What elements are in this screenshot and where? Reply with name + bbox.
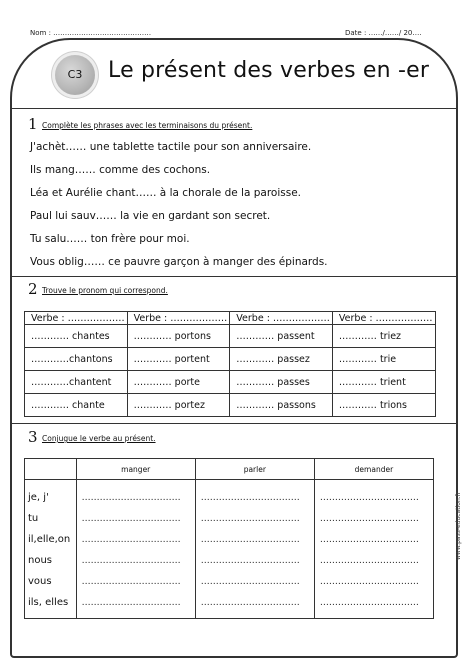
answer-blank: …………………………… <box>195 571 314 592</box>
verb-manger-header: manger <box>76 459 195 480</box>
section-2-number: 2 <box>28 280 38 298</box>
answer-blank: …………………………… <box>314 571 433 592</box>
answer-blank: …………………………… <box>195 550 314 571</box>
answer-blank: …………………………… <box>76 592 195 619</box>
table-row <box>25 508 434 529</box>
table-cell: ………… trie <box>332 348 435 371</box>
table-cell: ………… portent <box>127 348 230 371</box>
level-badge <box>55 55 95 95</box>
verb-demander-header: demander <box>314 459 433 480</box>
answer-blank: …………………………… <box>76 571 195 592</box>
answer-blank: …………………………… <box>76 508 195 529</box>
table-cell: ………… portez <box>127 394 230 417</box>
table-cell: ………… portons <box>127 325 230 348</box>
answer-blank: …………………………… <box>76 550 195 571</box>
table-row <box>25 371 436 394</box>
table-row <box>25 529 434 550</box>
table-row <box>25 480 434 509</box>
table-cell: ………… triez <box>332 325 435 348</box>
section-2-divider <box>12 423 456 424</box>
table-row <box>25 550 434 571</box>
answer-blank: …………………………… <box>314 550 433 571</box>
title-divider <box>12 108 456 109</box>
section-3-instruction: Conjugue le verbe au présent. <box>42 434 156 443</box>
conjugation-table-header <box>25 459 434 480</box>
table-cell: ………… chantes <box>25 325 128 348</box>
date-field-label: Date : ……/……/ 20…. <box>345 29 422 37</box>
pronoun-table-header <box>25 312 436 325</box>
table-cell: ………… trions <box>332 394 435 417</box>
table-row <box>25 325 436 348</box>
sentence-2: Ils mang…… comme des cochons. <box>30 164 211 176</box>
answer-blank: …………………………… <box>195 508 314 529</box>
table-row <box>25 348 436 371</box>
pronoun-cell: tu <box>25 508 77 529</box>
pronoun-cell: il,elle,on <box>25 529 77 550</box>
answer-blank: …………………………… <box>76 480 195 509</box>
page-title: Le présent des verbes en -er <box>108 58 430 83</box>
pronoun-cell: nous <box>25 550 77 571</box>
sentence-1: J'achèt…… une tablette tactile pour son anniversaire. <box>30 141 312 153</box>
answer-blank: …………………………… <box>314 480 433 509</box>
website-credit: www.pass-education.fr <box>455 491 462 560</box>
answer-blank: …………………………… <box>314 529 433 550</box>
name-field-label: Nom : …………………………………… <box>30 29 152 37</box>
answer-blank: …………………………… <box>76 529 195 550</box>
table-cell: …………chantons <box>25 348 128 371</box>
pronoun-table <box>24 311 436 417</box>
sentence-3: Léa et Aurélie chant…… à la chorale de la paroisse. <box>30 187 301 199</box>
conjugation-table <box>24 458 434 619</box>
verb-header-1: Verbe : ……………… <box>25 312 128 325</box>
answer-blank: …………………………… <box>195 529 314 550</box>
pronoun-cell: ils, elles <box>25 592 77 619</box>
section-3-number: 3 <box>28 428 38 446</box>
table-cell: ………… porte <box>127 371 230 394</box>
table-cell: ………… chante <box>25 394 128 417</box>
answer-blank: …………………………… <box>195 592 314 619</box>
table-cell: ………… passent <box>230 325 333 348</box>
pronoun-cell: vous <box>25 571 77 592</box>
sentence-5: Tu salu…… ton frère pour moi. <box>30 233 190 245</box>
verb-header-2: Verbe : ……………… <box>127 312 230 325</box>
table-cell: ………… passes <box>230 371 333 394</box>
sentence-6: Vous oblig…… ce pauvre garçon à manger des épinards. <box>30 256 328 268</box>
section-1-divider <box>12 276 456 277</box>
section-1-number: 1 <box>28 115 38 133</box>
table-row <box>25 592 434 619</box>
verb-header-4: Verbe : ……………… <box>332 312 435 325</box>
answer-blank: …………………………… <box>195 480 314 509</box>
sentence-4: Paul lui sauv…… la vie en gardant son secret. <box>30 210 271 222</box>
table-cell: ………… passez <box>230 348 333 371</box>
table-row <box>25 394 436 417</box>
level-badge-text: C3 <box>67 68 83 81</box>
verb-parler-header: parler <box>195 459 314 480</box>
table-cell: …………chantent <box>25 371 128 394</box>
table-cell: ………… passons <box>230 394 333 417</box>
pronoun-cell: je, j' <box>25 480 77 509</box>
table-cell: ………… trient <box>332 371 435 394</box>
answer-blank: …………………………… <box>314 508 433 529</box>
pronoun-header-cell <box>25 459 77 480</box>
answer-blank: …………………………… <box>314 592 433 619</box>
section-1-instruction: Complète les phrases avec les terminaisons du présent. <box>42 121 253 130</box>
verb-header-3: Verbe : ……………… <box>230 312 333 325</box>
section-2-instruction: Trouve le pronom qui correspond. <box>42 286 168 295</box>
table-row <box>25 571 434 592</box>
